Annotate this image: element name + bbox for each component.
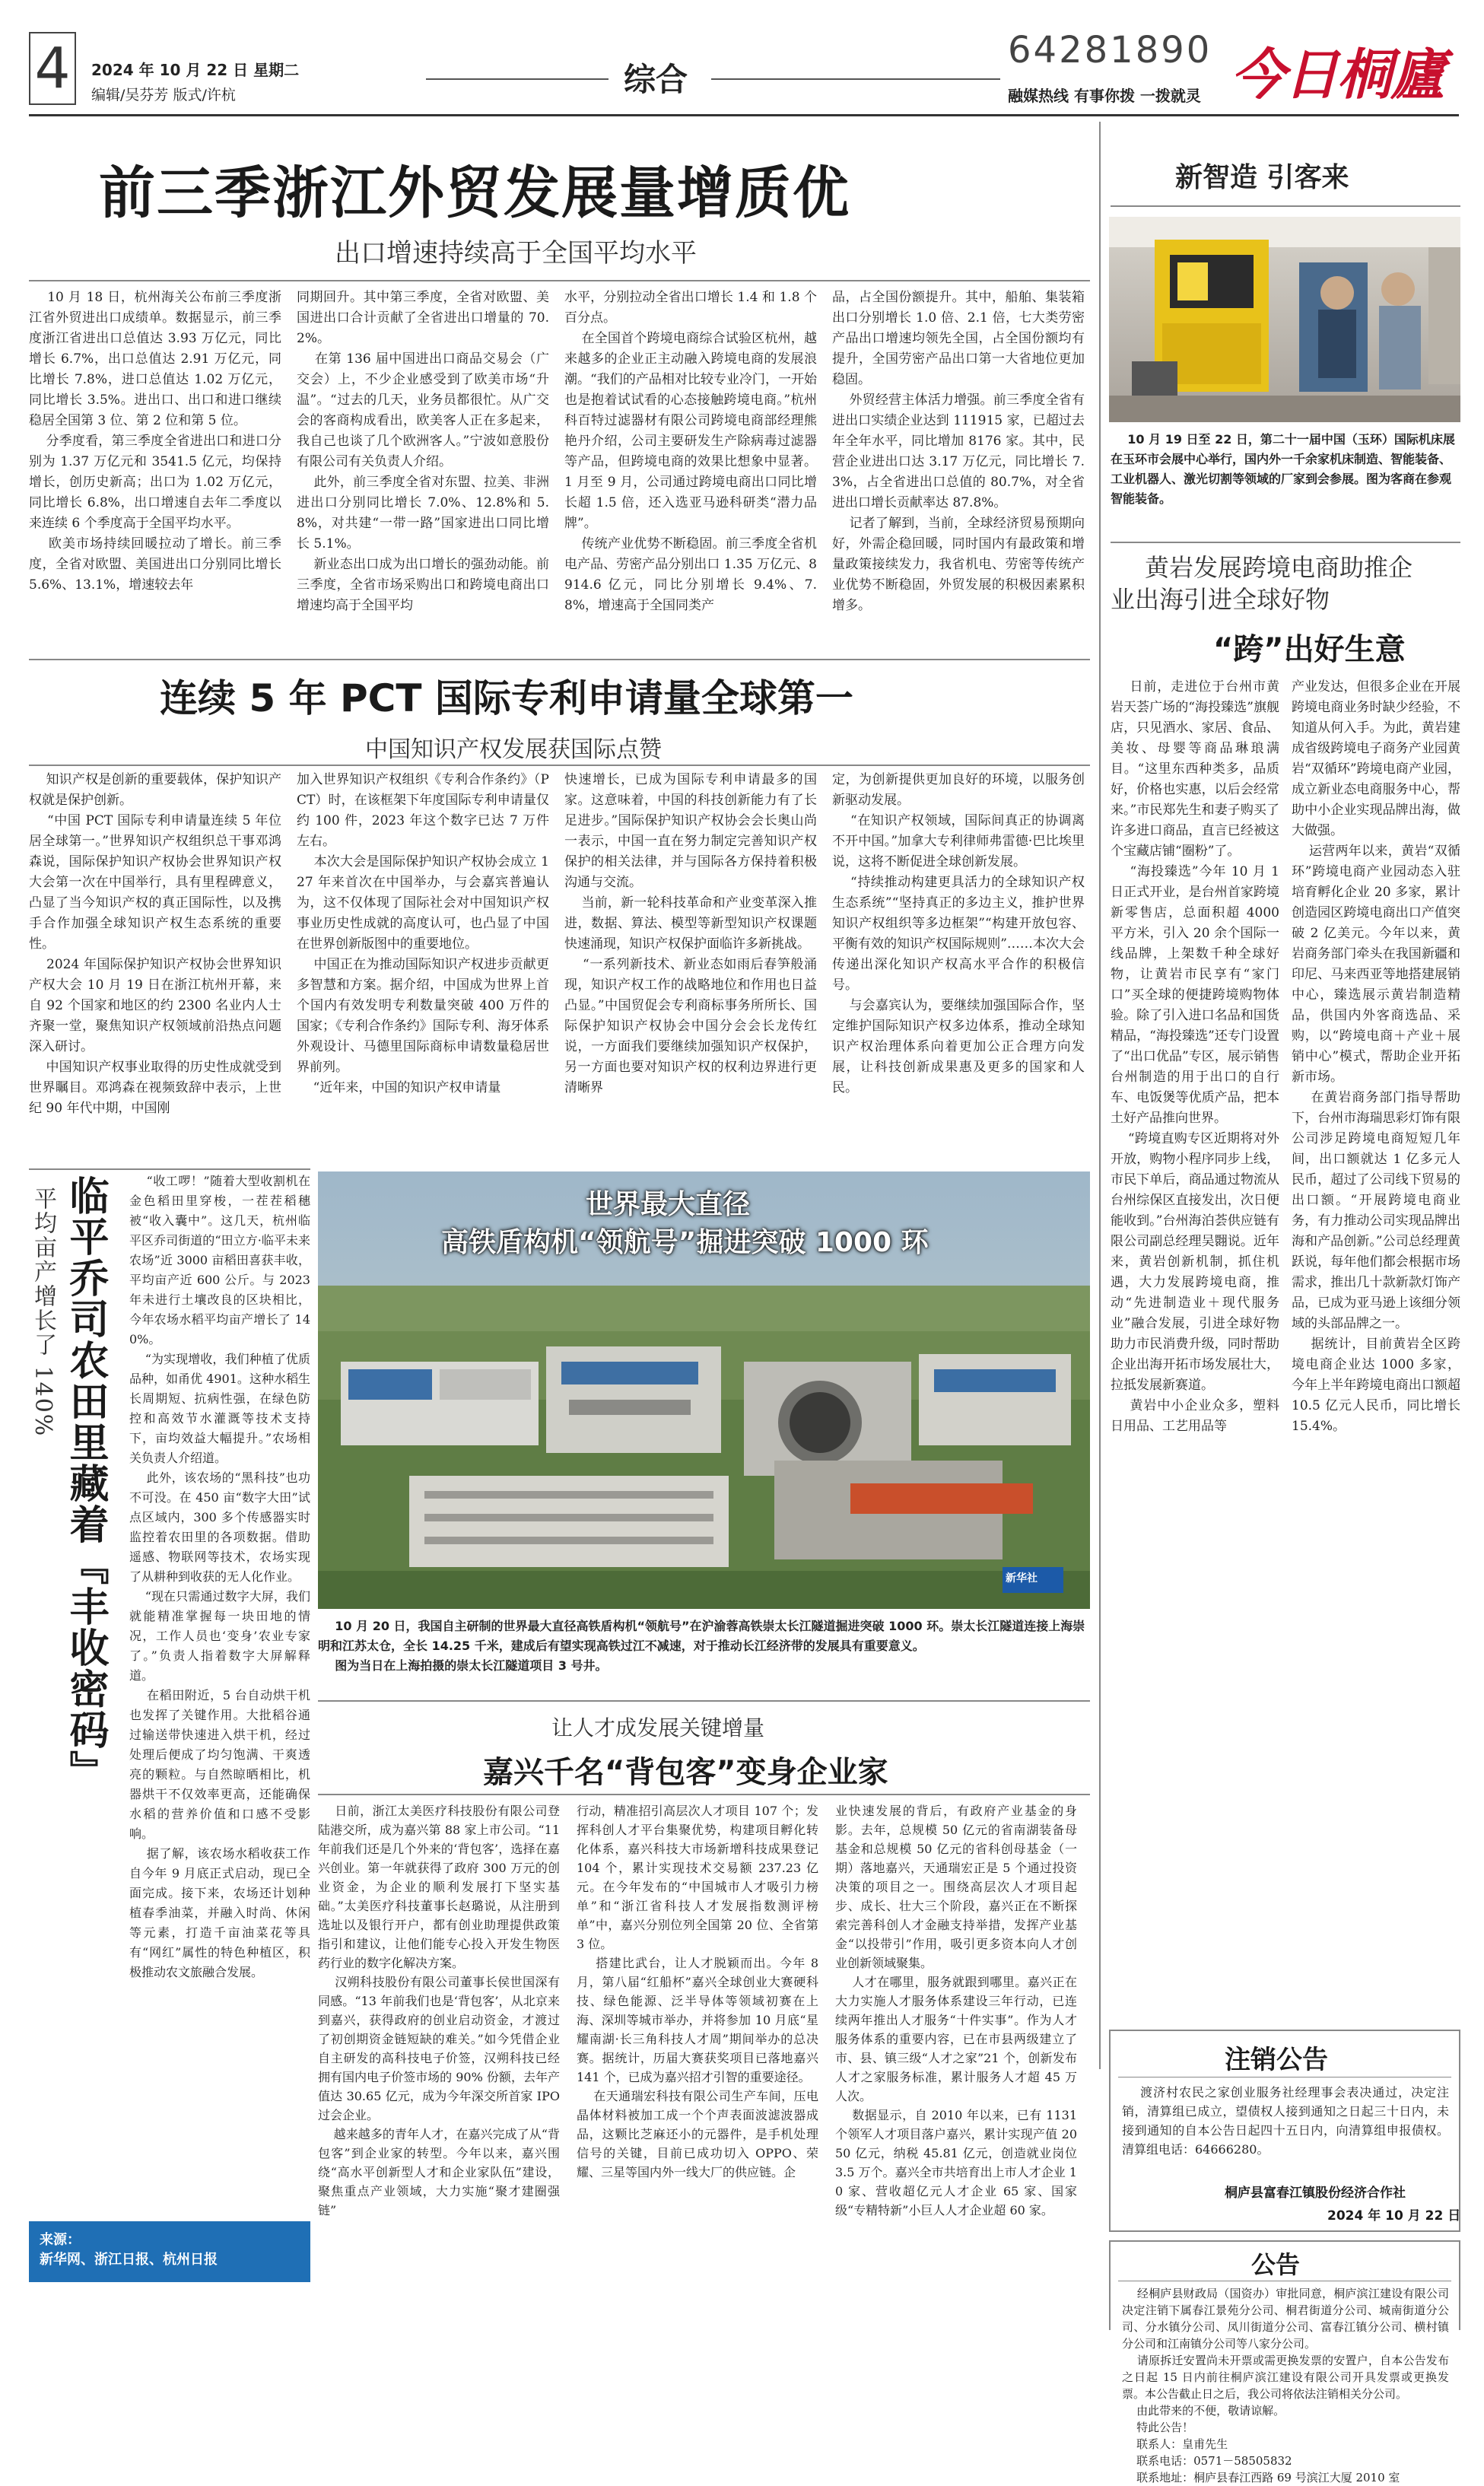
- notice2-title: 公告: [1251, 2250, 1301, 2279]
- xinhua-watermark: 新华社: [1006, 1572, 1038, 1585]
- article2-top-rule: [29, 659, 1090, 660]
- notice1-title: 注销公告: [1225, 2045, 1328, 2075]
- section-rule-left: [426, 78, 609, 80]
- article5-title-line1: 黄岩发展跨境电商助推企: [1145, 553, 1413, 582]
- sidebar-photo-title: 新智造 引客来: [1175, 162, 1349, 193]
- newspaper-logo: 今日桐廬: [1231, 42, 1444, 106]
- article4-kicker: 让人才成发展关键增量: [551, 1715, 765, 1741]
- article4-column-1: 日前，浙江太美医疗科技股份有限公司登陆港交所，成为嘉兴第 88 家上市公司。“11 年前我们还是几个外来的‘背包客’，选择在嘉兴创业。第一年就获得了政府 300 万元的创业资金，为企业的顺利发展打下坚实基础。”太美医疗科技董事长赵璐说，从注册到选址以及银行开户，都有创业助理提供政策指引和建议，让他们能专心投入开发生物医药行业的数字化解决方案。 汉朔科技股份有限公司董事长侯世国深有同感。“13 年前我们也是‘背包客’，从北京来到嘉兴，获得政府的创业启动资金，才渡过了初创期资金链短缺的难关。”如今凭借企业自主研发的高科技电子价签，汉朔科技已经拥有国内电子价签市场的 90% 份额，去年产值达 30.65 亿元，成为今年深交所首家 IPO 过会企业。 越来越多的青年人才，在嘉兴完成了从“背包客”到企业家的转型。今年以来，嘉兴围绕“高水平创新型人才和企业家队伍”建设，聚焦重点产业领域，大力实施“聚才建圈强链”: [318, 1804, 561, 2217]
- article5-column-1: 日前，走进位于台州市黄岩天荟广场的“海投臻选”旗舰店，只见酒水、家居、食品、美妆、母婴等商品琳琅满目。“这里东西种类多，品质好，价格也实惠，以后会经常来。”市民郑先生和妻子购买了许多进口商品，直言已经被这个宝藏店铺“圈粉”了。 “海投臻选”今年 10 月 1 日正式开业，是台州首家跨境新零售店，总面积超 4000 平方米，引入 20 余个国际一线品牌，上架数千种全球好物，让黄岩市民享有“家门口”买全球的便捷跨境购物体验。除了引入进口名品和国货精品，“海投臻选”还专门设置了“出口优品”专区，展示销售台州制造的用于出口的自行车、电饭煲等优质产品，把本土好产品推向世界。 “跨境直购专区近期将对外开放，购物小程序同步上线，市民下单后，商品通过物流从台州综保区直接发出，次日便能收到。”台州海泊荟供应链有限公司副总经理吴翾说。近年来，黄岩创新机制，抓住机遇，大力发展跨境电商，推动“先进制造业＋现代服务业”融合发展，引进全球好物助力市民消费升级，同时帮助企业出海开拓市场发展壮大，拉抵发展新赛道。 黄岩中小企业众多，塑料日用品、工艺用品等: [1111, 679, 1279, 1434]
- masthead-divider: [29, 114, 1459, 116]
- sidebar-photo-caption: 10 月 19 日至 22 日，第二十一届中国（玉环）国际机床展在玉环市会展中心举行，国内外一千余家机床制造、智能装备、工业机器人、激光切割等领域的厂家到会参展。图为客商在参观智能装备。: [1111, 432, 1455, 506]
- article1-column-1: 10 月 18 日，杭州海关公布前三季度浙江省外贸进出口成绩单。数据显示，前三季度浙江省进出口总值达 3.93 万亿元，同比增长 6.7%，出口总值达 2.91 万亿元，同比增长 7.8%，进口总值达 1.02 万亿元，同比增长 3.5%。进出口、出口和进口继续稳居全国第 3 位、第 2 位和第 5 位。 分季度看，第三季度全省进出口和进口分别为 1.37 万亿元和 3541.5 亿元，均保持增长，创历史新高；出口为 1.02 万亿元，同比增长 6.8%，出口增速自去年二季度以来连续 6 个季度高于全国平均水平。 欧美市场持续回暖拉动了增长。前三季度，全省对欧盟、美国进出口分别同比增长 5.6%、13.1%，增速较去年: [29, 290, 281, 593]
- article2-sub-rule: [29, 765, 1090, 766]
- issue-date: 2024 年 10 月 22 日 星期二: [91, 61, 300, 79]
- article4-top-rule: [318, 1700, 1090, 1702]
- article2-column-1: 知识产权是创新的重要载体，保护知识产权就是保护创新。 “中国 PCT 国际专利申请量连续 5 年位居全球第一。”世界知识产权组织总干事邓鸿森说，国际保护知识产权协会世界知识产权大会第一次在中国举行，具有里程碑意义，凸显了当今知识产权的真正国际性，以及携手合作加强全球知识产权生态系统的重要性。 2024 年国际保护知识产权协会世界知识产权大会 10 月 19 日在浙江杭州开幕，来自 92 个国家和地区的约 2300 名业内人士齐聚一堂，聚焦知识产权领域前沿热点问题深入研讨。 中国知识产权事业取得的历史性成就受到世界瞩目。邓鸿森在视频致辞中表示，上世纪 90 年代中期，中国刚: [29, 772, 281, 1116]
- article1-top-rule: [29, 280, 1090, 281]
- notice1-issuer: 桐庐县富春江镇股份经济合作社: [1225, 2186, 1406, 2201]
- article5-top-rule: [1111, 542, 1460, 543]
- article5-title-line2: 业出海引进全球好物: [1111, 585, 1330, 614]
- hotline-number: 64281890: [1008, 29, 1212, 72]
- article3-top-rule: [29, 1168, 310, 1170]
- page-number: 4: [29, 32, 76, 105]
- article1-column-2: 同期回升。其中第三季度，全省对欧盟、美国进出口合计贡献了全省进出口增量的 70.2%。 在第 136 届中国进出口商品交易会（广交会）上，不少企业感受到了欧美市场“升温”。“过去的几天，业务员都很忙。从广交会的客商构成看出，欧美客人正在多起来，我自己也谈了几个欧洲客人。”宁波如意股份有限公司有关负责人介绍。 此外，前三季度全省对东盟、拉美、非洲进出口分别同比增长 7.0%、12.8%和 5.8%，对共建“一带一路”国家进出口同比增长 5.1%。 新业态出口成为出口增长的强劲动能。前三季度，全省市场采购出口和跨境电商出口增速均高于全国平均: [297, 290, 549, 613]
- notice2-date: [1122, 2332, 1123, 2333]
- article3-body: “收工啰！”随着大型收割机在金色稻田里穿梭，一茬茬稻穗被“收入囊中”。这几天，杭州临平区乔司街道的“田立方·临平未来农场”近 3000 亩稻田喜获丰收，平均亩产近 600 公斤。与 2023 年未进行土壤改良的区块相比，今年农场水稻平均亩产增长了 140%。 “为实现增收，我们种植了优质品种，如甬优 4901。这种水稻生长周期短、抗病性强，在绿色防控和高效节水灌溉等技术支持下，亩均效益大幅提升。”农场相关负责人介绍道。 此外，该农场的“黑科技”也功不可没。在 450 亩“数字大田”试点区域内，300 多个传感器实时监控着农田里的各项数据。借助遥感、物联网等技术，农场实现了从耕种到收获的无人化作业。 “现在只需通过数字大屏，我们就能精准掌握每一块田地的情况，工作人员也‘变身’农业专家了。”负责人指着数字大屏解释道。 在稻田附近，5 台自动烘干机也发挥了关键作用。大批稻谷通过输送带快速进入烘干机，经过处理后便成了均匀饱满、干爽透亮的颗粒。与自然晾晒相比，机器烘干不仅效率更高，还能确保水稻的营养价值和口感不受影响。 据了解，该农场水稻收获工作自今年 9 月底正式启动，现已全面完成。接下来，农场还计划种植春季油菜，并融入时尚、休闲等元素，打造千亩油菜花等具有“网红”属性的特色种植区，积极推动农文旅融合发展。: [129, 1174, 311, 1979]
- article4-column-2: 行动，精准招引高层次人才项目 107 个；发挥科创人才平台集聚优势，构建项目孵化转化体系，嘉兴科技大市场新增科技成果登记 104 个，累计实现技术交易额 237.23 亿元。在今年发布的“中国城市人才吸引力榜单”和“浙江省科技人才发展指数测评榜单”中，嘉兴分别位列全国第 20 位、全省第 3 位。 搭建比武台，让人才脱颖而出。今年 8 月，第八届“红船杯”嘉兴全球创业大赛硬科技、绿色能源、泛半导体等领域初赛在上海、深圳等城市举办，并将参加 10 月底“星耀南湖·长三角科技人才周”期间举办的总决赛。据统计，历届大赛获奖项目已落地嘉兴 141 个，已成为嘉兴招才引智的重要途径。 在天通瑞宏科技有限公司生产车间，压电晶体材料被加工成一个个声表面波滤波器成品，这颗比芝麻还小的元器件，是手机处理信号的关键，目前已成功切入 OPPO、荣耀、三星等国内外一线大厂的供应链。企: [577, 1804, 818, 2179]
- machine-tool-expo-photo: [1109, 217, 1460, 422]
- sidebar-photo-rule: [1111, 205, 1460, 207]
- section-rule-right: [711, 78, 1000, 80]
- article5-column-2: 产业发达，但很多企业在开展跨境电商业务时缺少经验，不知道从何入手。为此，黄岩建成省级跨境电子商务产业园黄岩“双循环”跨境电商产业园，成立新业态电商服务中心，帮助中小企业实现品牌出海，做大做强。 运营两年以来，黄岩“双循环”跨境电商产业园动态入驻培育孵化企业 20 多家，累计创造园区跨境电商出口产值突破 2 亿美元。今年以来，黄岩商务部门牵头在我国新疆和印尼、马来西亚等地搭建展销中心，臻选展示黄岩制造精品，供国内外客商选品、采购，以“跨境电商＋产业＋展销中心”模式，帮助企业开拓新市场。 在黄岩商务部门指导帮助下，台州市海瑞思彩灯饰有限公司涉足跨境电商短短几年间，出口额就达 1 亿多元人民币，超过了公司线下贸易的出口额。“开展跨境电商业务，有力推动公司实现品牌出海和产品创新。”公司总经理黄跃说，每年他们都会根据市场需求，推出几十款新款灯饰产品，已成为亚马逊上该细分领域的头部品牌之一。 据统计，目前黄岩全区跨境电商企业达 1000 多家，今年上半年跨境电商出口额超 10.5 亿元人民币，同比增长 15.4%。: [1292, 679, 1460, 1434]
- expo-scene-image: [1109, 217, 1460, 422]
- photo-title-line1: 世界最大直径: [586, 1189, 751, 1220]
- sidebar-divider: [1099, 122, 1101, 2069]
- article3-title: 临平乔司农田里藏着『丰收密码』: [62, 1175, 108, 1791]
- editor-credits: 编辑/吴芬芳 版式/许杭: [91, 87, 236, 103]
- article2-column-4: 定，为创新提供更加良好的环境，以服务创新驱动发展。 “在知识产权领域，国际间真正的协调离不开中国。”加拿大专利律师弗雷德·巴比埃里说，这将不断促进全球创新发展。 “持续推动构建更具活力的全球知识产权生态系统”“坚持真正的多边主义，推护世界知识产权组织等多边框架”“构建开放包容、平衡有效的知识产权国际规则”……本次大会传递出深化知识产权高水平合作的积极信号。 与会嘉宾认为，要继续加强国际合作，坚定维护国际知识产权多边体系，推动全球知识产权治理体系向着更加公正合理方向发展，让科技创新成果惠及更多的国家和人民。: [832, 772, 1085, 1095]
- article4-sub-rule: [318, 1794, 1090, 1795]
- article4-column-3: 业快速发展的背后，有政府产业基金的身影。去年，总规模 50 亿元的省南湖装备母基金和总规模 50 亿元的省科创母基金（一期）落地嘉兴，天通瑞宏正是 5 个通过投资决策的项目之一。围绕高层次人才项目起步、成长、壮大三个阶段，嘉兴正在不断探索完善科创人才金融支持举措，发挥产业基金“以投带引”作用，吸引更多资本向人才创业创新领域聚集。 人才在哪里，服务就跟到哪里。嘉兴正在大力实施人才服务体系建设三年行动，已连续两年推出人才服务“十件实事”。作为人才服务体系的重要内容，已在市县两级建立了市、县、镇三级“人才之家”21 个，创新发布人才之家服务标准，累计服务人才超 45 万人次。 数据显示，自 2010 年以来，已有 1131 个领军人才项目落户嘉兴，累计实现产值 2050 亿元，纳税 45.81 亿元，创造就业岗位 3.5 万个。嘉兴全市共培育出上市人才企业 10 家、营收超亿元人才企业 65 家、国家级“专精特新”小巨人人才企业超 60 家。: [835, 1804, 1077, 2217]
- notice1-date: 2024 年 10 月 22 日: [1327, 2208, 1461, 2224]
- article1-subtitle: 出口增速持续高于全国平均水平: [335, 238, 697, 269]
- article2-title: 连续 5 年 PCT 国际专利申请量全球第一: [160, 676, 853, 720]
- article2-subtitle: 中国知识产权发展获国际点赞: [365, 736, 662, 763]
- main-photo-caption: 10 月 20 日，我国自主研制的世界最大直径高铁盾构机“领航号”在沪渝蓉高铁崇太长江隧道掘进突破 1000 环。崇太长江隧道连接上海崇明和江苏太仓，全长 14.25 千米，建成后有望实现高铁过江不减速，对于推动长江经济带的发展具有重要意义。 图为当日在上海拍摄的崇太长江隧道项目 3 号井。: [318, 1619, 1085, 1673]
- article4-title: 嘉兴千名“背包客”变身企业家: [483, 1755, 888, 1790]
- article1-title: 前三季浙江外贸发展量增质优: [99, 161, 850, 226]
- photo-title-line2: 高铁盾构机“领航号”掘进突破 1000 环: [441, 1227, 929, 1258]
- article2-column-3: 快速增长，已成为国际专利申请最多的国家。这意味着，中国的科技创新能力有了长足进步。”国际保护知识产权协会会长奥山尚一表示，中国一直在努力制定完善知识产权保护的相关法律，并与国际各方保持着积极沟通与交流。 当前，新一轮科技革命和产业变革深入推进，数据、算法、模型等新型知识产权课题快速涌现，知识产权保护面临许多新挑战。 “一系列新技术、新业态如雨后春笋般涌现，知识产权工作的战略地位和作用也日益凸显。”中国贸促会专利商标事务所所长、国际保护知识产权协会中国分会会长龙传红说，一方面我们要继续加强知识产权保护，另一方面也要对知识产权的权利边界进行更清晰界: [564, 772, 817, 1095]
- notice1-body: 渡济村农民之家创业服务社经理事会表决通过，决定注销，清算组已成立，望债权人接到通知之日起三十日内，未接到通知的自本公告日起四十五日内，向清算组申报债权。清算组电话：64666280。: [1122, 2085, 1449, 2157]
- source-box: 来源： 新华网、浙江日报、杭州日报: [29, 2221, 310, 2282]
- notice2-body: 经桐庐县财政局（国资办）审批同意，桐庐滨江建设有限公司决定注销下属春江景苑分公司、桐君街道分公司、城南街道分公司、分水镇分公司、凤川街道分公司、富春江镇分公司、横村镇分公司和江南镇分公司等八家分公司。 请原拆迁安置尚未开票或需更换发票的安置户，自本公告发布之日起 15 日内前往桐庐滨江建设有限公司开具发票或更换发票。本公告截止日之后，我公司将依法注销相关分公司。 由此带来的不便，敬请谅解。 特此公告！ 联系人：皇甫先生 联系电话：0571－58505832 联系地址：桐庐县春江西路 69 号滨江大厦 2010 室: [1122, 2287, 1449, 2484]
- article1-column-3: 水平，分别拉动全省出口增长 1.4 和 1.8 个百分点。 在全国首个跨境电商综合试验区杭州，越来越多的企业正主动融入跨境电商的发展浪潮。“我们的产品相对比较专业冷门，一开始也是抱着试试看的心态接触跨境电商。”杭州科百特过滤器材有限公司跨境电商部经理熊艳丹介绍，公司主要研发生产除病毒过滤器等产品，但跨境电商的效果比想象中显著。1 月至 9 月，公司通过跨境电商出口同比增长超 1.5 倍，还入选亚马逊科研类“潜力品牌”。 传统产业优势不断稳固。前三季度全省机电产品、劳密产品分别出口 1.35 万亿元、8914.6 亿元，同比分别增长 9.4%、7.8%，增速高于全国同类产: [564, 290, 817, 613]
- article3-deck: 平均亩产增长了 140%: [30, 1187, 56, 1438]
- article1-column-4: 品，占全国份额提升。其中，船舶、集装箱出口分别增长 1.0 倍、2.1 倍，七大类劳密产品出口增速均领先全国，占全国份额均有提升，全国劳密产品出口第一大省地位更加稳固。 外贸经营主体活力增强。前三季度全省有进出口实绩企业达到 111915 家，已超过去年全年水平，同比增加 8176 家。其中，民营企业进出口达 3.17 万亿元，同比增长 7.3%，占全省进出口总值的 80.7%，对全省进出口增长贡献率达 87.8%。 记者了解到，当前，全球经济贸易预期向好，外需企稳回暖，同时国内有最政策和增量政策接续发力，我省机电、劳密等传统产业优势不断稳固，外贸发展的积极因素累积增多。: [832, 290, 1085, 613]
- hotline-slogan: 融媒热线 有事你拨 一拨就灵: [1008, 87, 1201, 105]
- article2-column-2: 加入世界知识产权组织《专利合作条约》（PCT）时，在该框架下年度国际专利申请量仅约 100 件，2023 年这个数字已达 7 万件左右。 本次大会是国际保护知识产权协会成立 127 年来首次在中国举办，与会嘉宾普遍认为，这不仅体现了国际社会对中国知识产权事业历史性成就的高度认可，也凸显了中国在世界创新版图中的重要地位。 中国正在为推动国际知识产权进步贡献更多智慧和方案。据介绍，中国成为世界上首个国内有效发明专利数量突破 400 万件的国家；《专利合作条约》国际专利、海牙体系外观设计、马德里国际商标申请数量稳居世界前列。 “近年来，中国的知识产权申请量: [297, 772, 549, 1095]
- article5-title-main: “跨”出好生意: [1213, 632, 1406, 667]
- section-name: 综合: [624, 61, 688, 98]
